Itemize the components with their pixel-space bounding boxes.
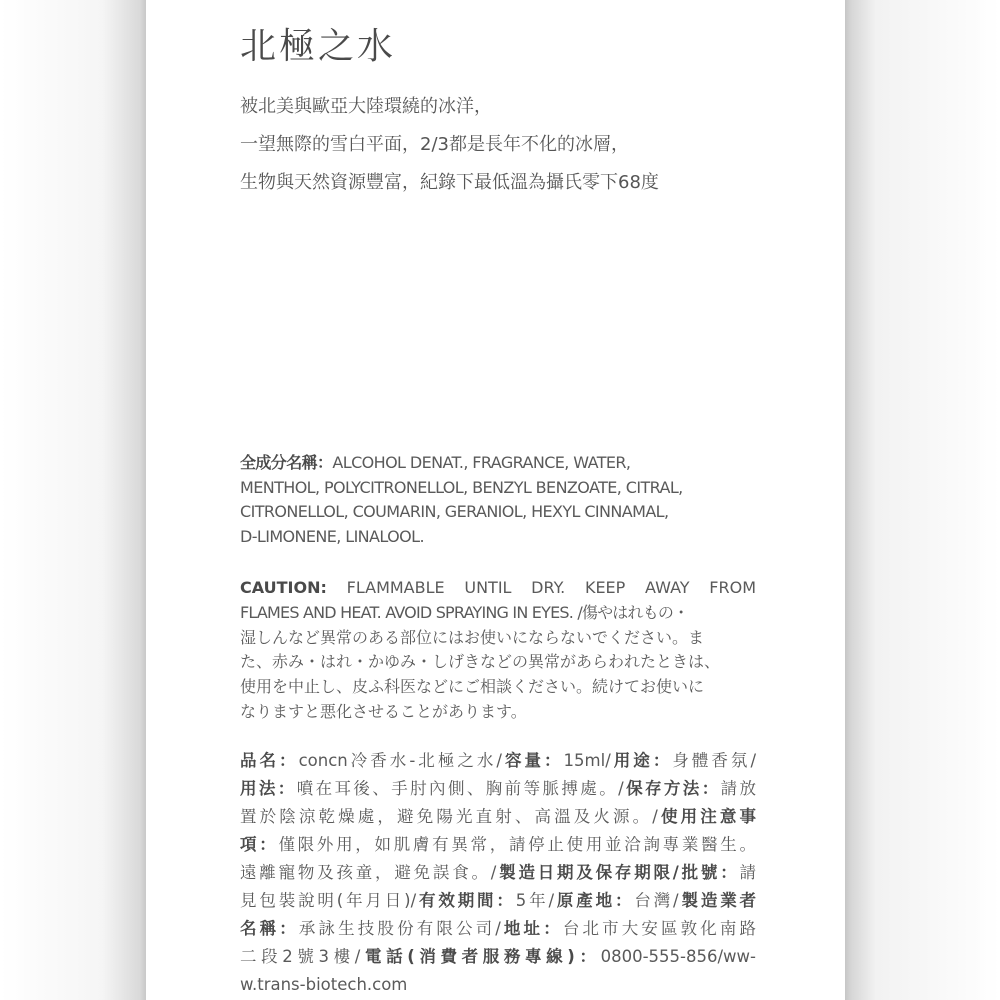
product-info-line: w.trans-biotech.com	[240, 975, 408, 994]
intro-text	[240, 88, 800, 202]
ingredients-label: 全成分名稱：	[240, 453, 333, 472]
storage-value: 置於陰涼乾燥處，避免陽光直射、高溫及火源。/	[240, 807, 658, 826]
maker-value: 承詠生技股份有限公司/	[298, 919, 501, 938]
method-label: 用法：	[240, 779, 297, 798]
intro-line: 生物與天然資源豐富，紀錄下最低溫為攝氏零下68度	[240, 172, 659, 193]
ingredients-line: CITRONELLOL, COUMARIN, GERANIOL, HEXYL CINNAMAL,	[240, 502, 669, 521]
caution-label: CAUTION:	[240, 578, 327, 597]
notice-value: 僅限外用，如肌膚有異常，請停止使用並洽詢專業醫生。	[278, 835, 757, 854]
date-label: 製造日期及保存期限/批號：	[496, 863, 740, 882]
notice-label: 使用注意事	[657, 807, 757, 826]
name-value: concn冷香水-北極之水/	[298, 751, 502, 770]
caution-line: 使用を中止し、皮ふ科医などにご相談ください。続けてお使いに	[240, 677, 705, 697]
volume-value: 15ml/	[563, 751, 611, 770]
intro-line: 一望無際的雪白平面，2/3都是長年不化的冰層，	[240, 134, 629, 155]
product-info-line	[240, 859, 756, 887]
use-value: 身體香氛/	[672, 751, 757, 770]
intro-line: 被北美與歐亞大陸環繞的冰洋，	[240, 96, 492, 117]
product-info-line	[240, 943, 756, 971]
address-value: 台北市大安區敦化南路	[562, 919, 757, 938]
date-value: 請	[739, 863, 757, 882]
address-value: 二段2號3樓/	[240, 947, 361, 966]
phone-value: 0800-555-856/ww-	[600, 947, 756, 966]
packaging-left-edge	[0, 0, 146, 1000]
ingredients-line: MENTHOL, POLYCITRONELLOL, BENZYL BENZOATE, CITRAL,	[240, 477, 683, 497]
product-info-line	[240, 747, 756, 775]
caution-line: た、赤み・はれ・かゆみ・しげきなどの異常があらわれたときは、	[240, 652, 721, 672]
date-value: 見包裝說明(年月日)/	[240, 891, 417, 910]
caution-line	[240, 576, 756, 601]
caution-text: FLAMMABLE UNTIL DRY. KEEP AWAY FROM	[346, 578, 756, 597]
name-label: 品名：	[240, 751, 299, 770]
address-label: 地址：	[500, 919, 563, 938]
phone-label: 電話(消費者服務專線)：	[360, 947, 601, 966]
expiry-value: 5年/	[515, 891, 555, 910]
storage-value: 請放	[720, 779, 757, 798]
caution-line: なりますと悪化させることがあります。	[240, 701, 527, 721]
ingredients-line: D-LIMONENE, LINALOOL.	[240, 526, 424, 546]
ingredients-text: ALCOHOL DENAT., FRAGRANCE, WATER,	[332, 453, 631, 472]
caution-line: FLAMES AND HEAT. AVOID SPRAYING IN EYES. /傷やはれもの・	[240, 602, 689, 622]
product-info-line	[240, 831, 756, 859]
use-label: 用途：	[610, 751, 673, 770]
product-info-line	[240, 915, 756, 943]
product-info-section	[240, 747, 756, 999]
maker-label: 名稱：	[240, 919, 299, 938]
product-title: 北極之水	[240, 26, 397, 67]
ingredients-section	[240, 451, 756, 549]
packaging-right-edge	[845, 0, 1000, 1000]
origin-label: 原產地：	[554, 891, 635, 910]
maker-label: 製造業者	[678, 891, 757, 910]
method-value: 噴在耳後、手肘內側、胸前等脈搏處。/	[296, 779, 624, 798]
volume-label: 容量：	[501, 751, 564, 770]
origin-value: 台灣/	[634, 891, 679, 910]
storage-label: 保存方法：	[623, 779, 721, 798]
expiry-label: 有效期間：	[416, 891, 516, 910]
product-info-line	[240, 775, 756, 803]
product-info-line	[240, 803, 756, 831]
notice-label: 項：	[240, 835, 279, 854]
caution-line: 湿しんなど異常のある部位にはお使いにならないでください。ま	[240, 627, 705, 647]
product-info-line	[240, 887, 756, 915]
caution-section	[240, 576, 756, 725]
notice-value: 遠離寵物及孩童，避免誤食。/	[240, 863, 497, 882]
ingredients-line	[240, 451, 756, 476]
